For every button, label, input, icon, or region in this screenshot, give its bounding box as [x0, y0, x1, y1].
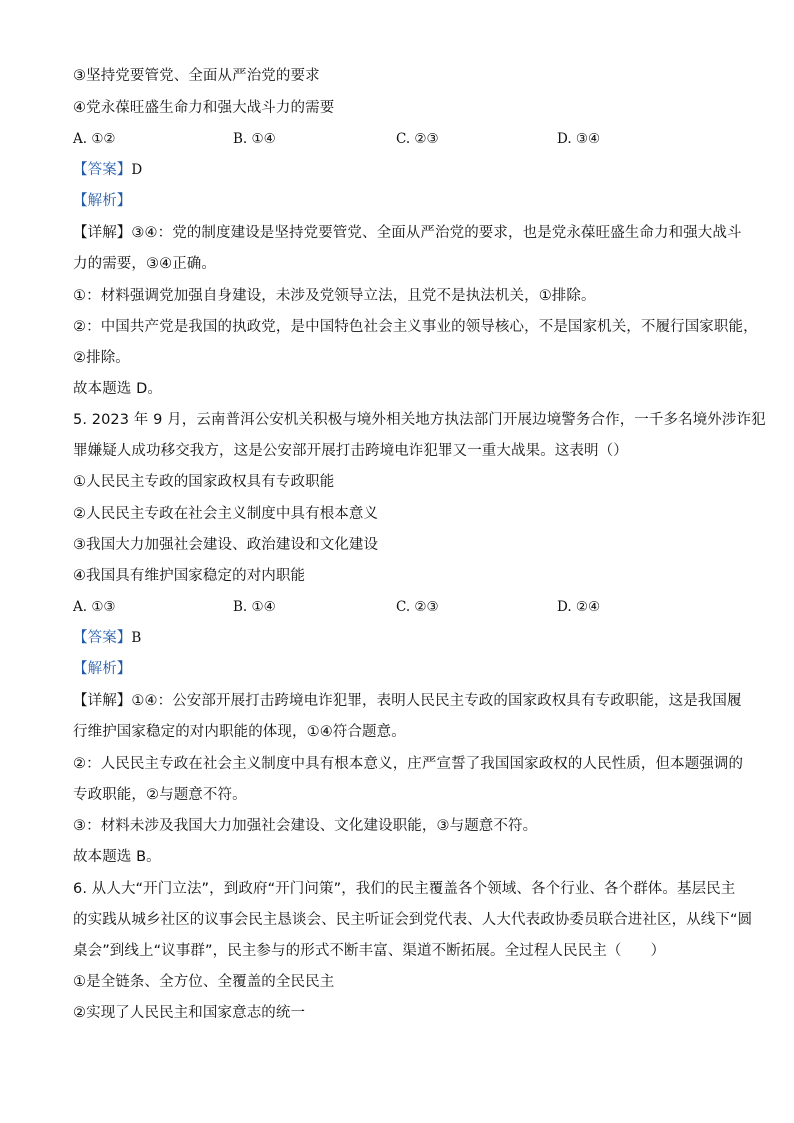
q5-item-4: ④我国具有维护国家稳定的对内职能: [73, 568, 306, 584]
q6-stem-line-2: 的实践从城乡社区的议事会民主恳谈会、民主听证会到党代表、人大代表政协委员联合进社区，从线下“圆: [73, 912, 753, 928]
q5-item-2: ②人民民主专政在社会主义制度中具有根本意义: [73, 506, 379, 522]
answer-value: D: [131, 162, 143, 178]
q5-conclusion: 故本题选 B。: [73, 849, 161, 865]
detail-text: ③④：党的制度建设是坚持党要管党、全面从严治党的要求，也是党永葆旺盛生命力和强大战斗: [131, 225, 742, 241]
q4-note-2-line-2: ②排除。: [73, 350, 130, 366]
q4-option-d: D. ③④: [557, 131, 601, 147]
q5-option-a: A. ①③: [73, 599, 116, 615]
q5-option-d: D. ②④: [557, 599, 601, 615]
detail-text: ①④：公安部开展打击跨境电诈犯罪，表明人民民主专政的国家政权具有专政职能，这是我国履: [131, 693, 742, 709]
q5-analysis-tag: 【解析】: [73, 661, 132, 677]
answer-tag: 【答案】: [73, 630, 132, 646]
q5-answer: [73, 628, 141, 648]
q5-note-2-line-1: ②：人民民主专政在社会主义制度中具有根本意义，庄严宣誓了我国国家政权的人民性质，但本题强调的: [73, 756, 744, 772]
q4-item-3: ③坚持党要管党、全面从严治党的要求: [73, 68, 320, 84]
q5-option-b: B. ①④: [233, 599, 276, 615]
q5-stem-line-2: 罪嫌疑人成功移交我方，这是公安部开展打击跨境电诈犯罪又一重大战果。这表明（）: [73, 443, 628, 459]
q5-stem-line-1: 5. 2023 年 9 月，云南普洱公安机关积极与境外相关地方执法部门开展边境警务合作，一千多名境外涉诈犯: [73, 412, 766, 428]
detail-tag: 【详解】: [73, 693, 132, 709]
q4-answer: [73, 160, 142, 180]
q4-note-2-line-1: ②：中国共产党是我国的执政党，是中国特色社会主义事业的领导核心，不是国家机关，不履行国家职能，: [73, 319, 758, 335]
answer-value: B: [131, 630, 142, 646]
q5-detail-line-1: [73, 691, 742, 711]
q4-detail-line-2: 力的需要，③④正确。: [73, 256, 216, 272]
q6-stem-line-1: 6. 从人大“开门立法”，到政府“开门问策”，我们的民主覆盖各个领域、各个行业、各个群体。基层民主: [73, 881, 736, 897]
q4-option-a: A. ①②: [73, 131, 116, 147]
q4-option-b: B. ①④: [233, 131, 276, 147]
q5-note-3: ③：材料未涉及我国大力加强社会建设、文化建设职能，③与题意不符。: [73, 818, 538, 834]
q5-item-1: ①人民民主专政的国家政权具有专政职能: [73, 474, 335, 490]
q4-item-4: ④党永葆旺盛生命力和强大战斗力的需要: [73, 100, 335, 116]
detail-tag: 【详解】: [73, 225, 132, 241]
q5-item-3: ③我国大力加强社会建设、政治建设和文化建设: [73, 537, 379, 553]
q5-note-2-line-2: 专政职能，②与题意不符。: [73, 787, 247, 803]
q6-item-1: ①是全链条、全方位、全覆盖的全民民主: [73, 974, 335, 990]
q4-analysis-tag: 【解析】: [73, 193, 132, 209]
q5-option-c: C. ②③: [396, 599, 439, 615]
q6-item-2: ②实现了人民民主和国家意志的统一: [73, 1005, 306, 1021]
q4-option-c: C. ②③: [396, 131, 439, 147]
q4-note-1: ①：材料强调党加强自身建设，未涉及党领导立法，且党不是执法机关，①排除。: [73, 288, 596, 304]
q6-stem-line-3: 桌会”到线上“议事群”，民主参与的形式不断丰富、渠道不断拓展。全过程人民民主（ ）: [73, 943, 666, 959]
answer-tag: 【答案】: [73, 162, 132, 178]
q4-detail-line-1: [73, 223, 742, 243]
q4-conclusion: 故本题选 D。: [73, 381, 162, 397]
q5-detail-line-2: 行维护国家稳定的对内职能的体现，①④符合题意。: [73, 724, 406, 740]
